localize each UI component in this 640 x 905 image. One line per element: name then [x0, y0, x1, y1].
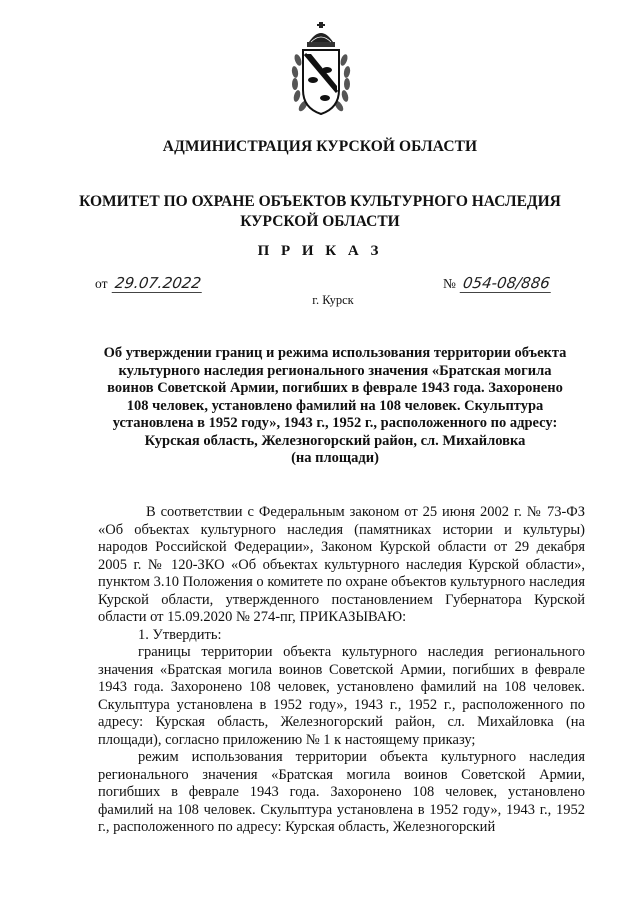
order-title-line: Об утверждении границ и режима использования территории объекта	[103, 345, 567, 361]
order-title-line: (на площади)	[291, 450, 379, 466]
number-value: 054-08/886	[460, 274, 553, 293]
city-label: г. Курск	[312, 293, 354, 307]
shield-icon	[303, 50, 339, 114]
crown-icon	[307, 22, 335, 47]
document-type-heading: П Р И К А З	[257, 243, 383, 259]
committee-heading-line2: КУРСКОЙ ОБЛАСТИ	[240, 213, 400, 230]
order-title	[90, 345, 580, 468]
body-paragraph: В соответствии с Федеральным законом от 25 июня 2002 г. № 73-ФЗ «Об объектах культурного наследия (памятниках истории и культуры) народов Российской Федерации», Законом Курской области от 29 декабря 2005 г. № 120-ЗКО «Об объектах культурного наследия Курской области», пунктом 3.10 Положения о комитете по охране объектов культурного наследия Курской области, утвержденного постановлением Губернатора Курской области от 15.09.2020 № 274-пг, ПРИКАЗЫВАЮ:	[98, 504, 585, 625]
coat-of-arms-emblem	[289, 20, 353, 120]
body-paragraph: границы территории объекта культурного наследия регионального значения «Братская могила воинов Советской Армии, погибших в феврале 1943 года. Захоронено 108 человек, установлено фамилий на 108 человек. Скульптура установлена в 1952 году», 1943 г., 1952 г., расположенного по адресу: Курская область, Железногорский район, сл. Михайловка (на площади), согласно приложению № 1 к настоящему приказу;	[98, 644, 585, 748]
order-number	[443, 274, 552, 293]
order-title-line: воинов Советской Армии, погибших в феврале 1943 года. Захоронено	[107, 380, 563, 396]
committee-heading	[0, 192, 640, 232]
administration-heading: АДМИНИСТРАЦИЯ КУРСКОЙ ОБЛАСТИ	[162, 138, 478, 155]
date-value: 29.07.2022	[112, 274, 205, 293]
body-paragraph: режим использования территории объекта культурного наследия регионального значения «Братская могила воинов Советской Армии, погибших в феврале 1943 года. Захоронено 108 человек, установлено фамилий на 108 человек. Скульптура установлена в 1952 году», 1943 г., 1952 г., расположенного по адресу: Курская область, Железногорский	[98, 749, 585, 835]
date-prefix: от	[95, 276, 108, 291]
order-date	[95, 274, 203, 293]
order-body	[98, 504, 585, 837]
order-title-line: установлена в 1952 году», 1943 г., 1952 г., расположенного по адресу:	[112, 415, 558, 431]
order-title-line: 108 человек, установлено фамилий на 108 человек. Скульптура	[126, 397, 544, 414]
number-prefix: №	[443, 276, 456, 291]
order-title-line: культурного наследия регионального значения «Братская могила	[118, 362, 552, 379]
committee-heading-line1: КОМИТЕТ ПО ОХРАНЕ ОБЪЕКТОВ КУЛЬТУРНОГО НАСЛЕДИЯ	[79, 193, 561, 210]
body-paragraph: 1. Утвердить:	[138, 626, 222, 643]
order-title-line: Курская область, Железногорский район, сл. Михайловка	[144, 432, 526, 449]
